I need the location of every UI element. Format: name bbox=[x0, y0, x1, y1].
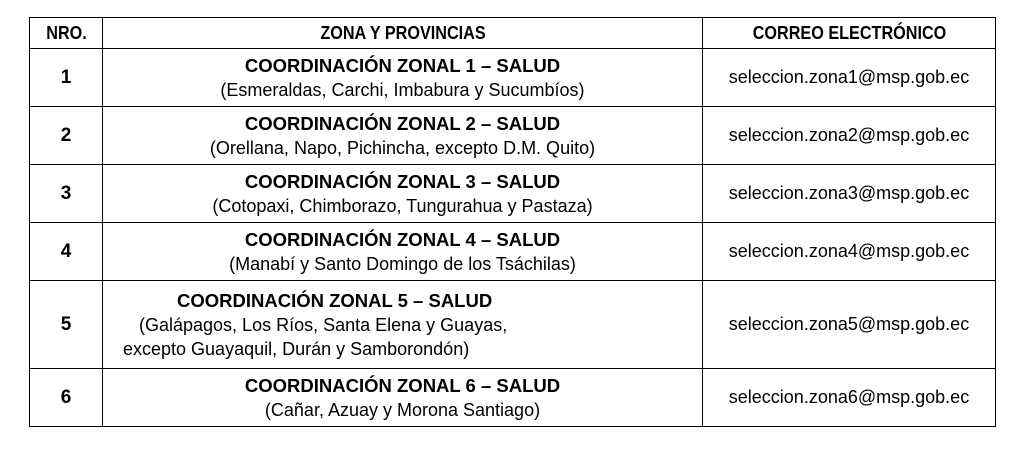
zone-cell bbox=[103, 223, 703, 281]
table-row bbox=[30, 281, 996, 369]
table-header-row bbox=[30, 18, 996, 49]
zone-email: seleccion.zona4@msp.gob.ec bbox=[703, 223, 996, 281]
zone-cell bbox=[103, 369, 703, 427]
row-number: 5 bbox=[30, 281, 103, 369]
zone-title: COORDINACIÓN ZONAL 1 – SALUD bbox=[244, 54, 561, 76]
zone-cell bbox=[103, 107, 703, 165]
zone-title: COORDINACIÓN ZONAL 3 – SALUD bbox=[244, 170, 561, 192]
row-number: 4 bbox=[30, 223, 103, 281]
table-row bbox=[30, 369, 996, 427]
zone-title: COORDINACIÓN ZONAL 4 – SALUD bbox=[244, 228, 561, 250]
row-number: 3 bbox=[30, 165, 103, 223]
zone-email: seleccion.zona5@msp.gob.ec bbox=[703, 281, 996, 369]
row-number: 6 bbox=[30, 369, 103, 427]
zone-email: seleccion.zona3@msp.gob.ec bbox=[703, 165, 996, 223]
header-correo: CORREO ELECTRÓNICO bbox=[717, 18, 981, 49]
zone-provinces: (Manabí y Santo Domingo de los Tsáchilas) bbox=[229, 253, 576, 274]
header-zona-provincias: ZONA Y PROVINCIAS bbox=[133, 18, 673, 49]
row-number: 1 bbox=[30, 49, 103, 107]
table-row bbox=[30, 49, 996, 107]
zone-provinces-continued: excepto Guayaquil, Durán y Samborondón) bbox=[123, 338, 470, 359]
zone-cell bbox=[103, 49, 703, 107]
zone-title: COORDINACIÓN ZONAL 2 – SALUD bbox=[244, 112, 561, 134]
row-number: 2 bbox=[30, 107, 103, 165]
zone-provinces: (Galápagos, Los Ríos, Santa Elena y Guayas, bbox=[139, 314, 508, 335]
zonal-contacts-table bbox=[29, 17, 996, 427]
zone-provinces: (Esmeraldas, Carchi, Imbabura y Sucumbíos) bbox=[220, 79, 585, 100]
zone-provinces: (Orellana, Napo, Pichincha, excepto D.M. Quito) bbox=[209, 137, 596, 158]
zone-provinces: (Cañar, Azuay y Morona Santiago) bbox=[264, 399, 541, 420]
zone-email: seleccion.zona2@msp.gob.ec bbox=[703, 107, 996, 165]
zone-email: seleccion.zona6@msp.gob.ec bbox=[703, 369, 996, 427]
zone-provinces: (Cotopaxi, Chimborazo, Tungurahua y Pastaza) bbox=[212, 195, 593, 216]
zone-cell bbox=[103, 165, 703, 223]
table-row bbox=[30, 223, 996, 281]
zone-cell bbox=[103, 281, 703, 369]
table-row bbox=[30, 107, 996, 165]
header-nro: NRO. bbox=[33, 18, 99, 49]
table-row bbox=[30, 165, 996, 223]
zone-title: COORDINACIÓN ZONAL 5 – SALUD bbox=[177, 289, 493, 311]
zone-title: COORDINACIÓN ZONAL 6 – SALUD bbox=[244, 374, 561, 396]
zone-email: seleccion.zona1@msp.gob.ec bbox=[703, 49, 996, 107]
